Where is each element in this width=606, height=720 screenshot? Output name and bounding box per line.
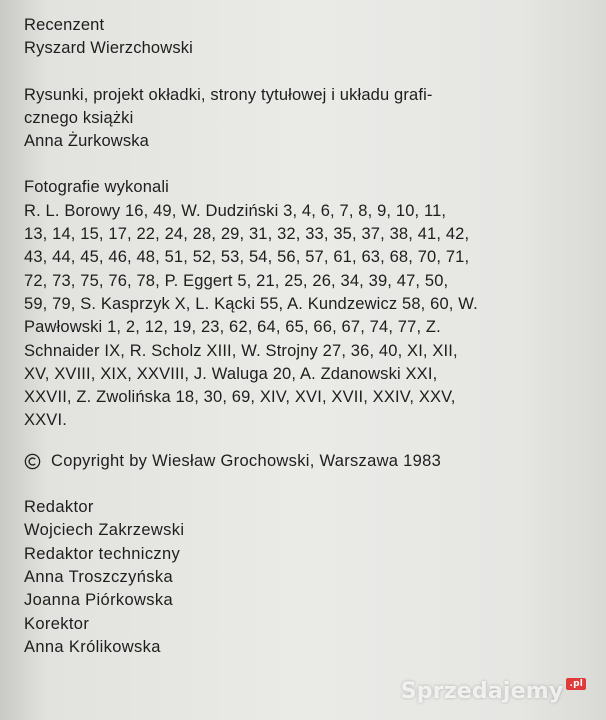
spacer: [24, 153, 594, 176]
copyright-text: Copyright by Wiesław Grochowski, Warszawa 1983: [51, 451, 442, 470]
spacer: [24, 433, 594, 450]
copyright-icon: [24, 453, 41, 470]
watermark-logo: [401, 679, 586, 704]
watermark-text: Sprzedajemy: [400, 679, 564, 704]
reviewer-name: Ryszard Wierzchowski: [24, 39, 193, 58]
editor-heading: Redaktor: [24, 498, 94, 517]
photos-line: 13, 14, 15, 17, 22, 24, 28, 29, 31, 32, 33, 35, 37, 38, 41, 42,: [24, 225, 470, 244]
reviewer-heading: Recenzent: [24, 16, 105, 34]
editor-name: Wojciech Zakrzewski: [24, 521, 185, 540]
spacer: [24, 61, 594, 84]
photos-line: Pawłowski 1, 2, 12, 19, 23, 62, 64, 65, 66, 67, 74, 77, Z.: [24, 318, 441, 337]
technical-editor-name: Anna Troszczyńska: [24, 567, 174, 586]
photos-heading: Fotografie wykonali: [24, 178, 170, 197]
proofreader-heading: Korektor: [24, 614, 90, 633]
editorial-credits: [24, 496, 594, 659]
photos-line: XXVI.: [24, 411, 67, 430]
photos-line: XXVII, Z. Zwolińska 18, 30, 69, XIV, XVI, XVII, XXIV, XXV,: [24, 388, 456, 407]
photos-line: 72, 73, 75, 76, 78, P. Eggert 5, 21, 25, 26, 34, 39, 47, 50,: [24, 271, 449, 290]
photos-line: 59, 79, S. Kasprzyk X, L. Kącki 55, A. Kundzewicz 58, 60, W.: [24, 294, 478, 313]
illustrations-line-2: cznego książki: [24, 108, 134, 127]
proofreader-name: Anna Królikowska: [24, 637, 161, 656]
photos-line: XV, XVIII, XIX, XXVIII, J. Waluga 20, A. Zdanowski XXI,: [24, 364, 438, 383]
photos-line: Schnaider IX, R. Scholz XIII, W. Strojny 27, 36, 40, XI, XII,: [24, 341, 458, 360]
technical-editor-name: Joanna Piórkowska: [24, 591, 174, 610]
photos-line: 43, 44, 45, 46, 48, 51, 52, 53, 54, 56, 57, 61, 63, 68, 70, 71,: [24, 248, 470, 267]
colophon-page: [24, 14, 594, 659]
illustrator-name: Anna Żurkowska: [24, 132, 149, 151]
watermark-badge: .pl: [566, 678, 586, 690]
copyright-line: [24, 450, 594, 473]
spacer: [24, 473, 594, 496]
technical-editor-heading: Redaktor techniczny: [24, 544, 181, 563]
illustrations-line-1: Rysunki, projekt okładki, strony tytułowej i układu grafi-: [24, 85, 433, 104]
photos-line: R. L. Borowy 16, 49, W. Dudziński 3, 4, 6, 7, 8, 9, 10, 11,: [24, 201, 447, 220]
